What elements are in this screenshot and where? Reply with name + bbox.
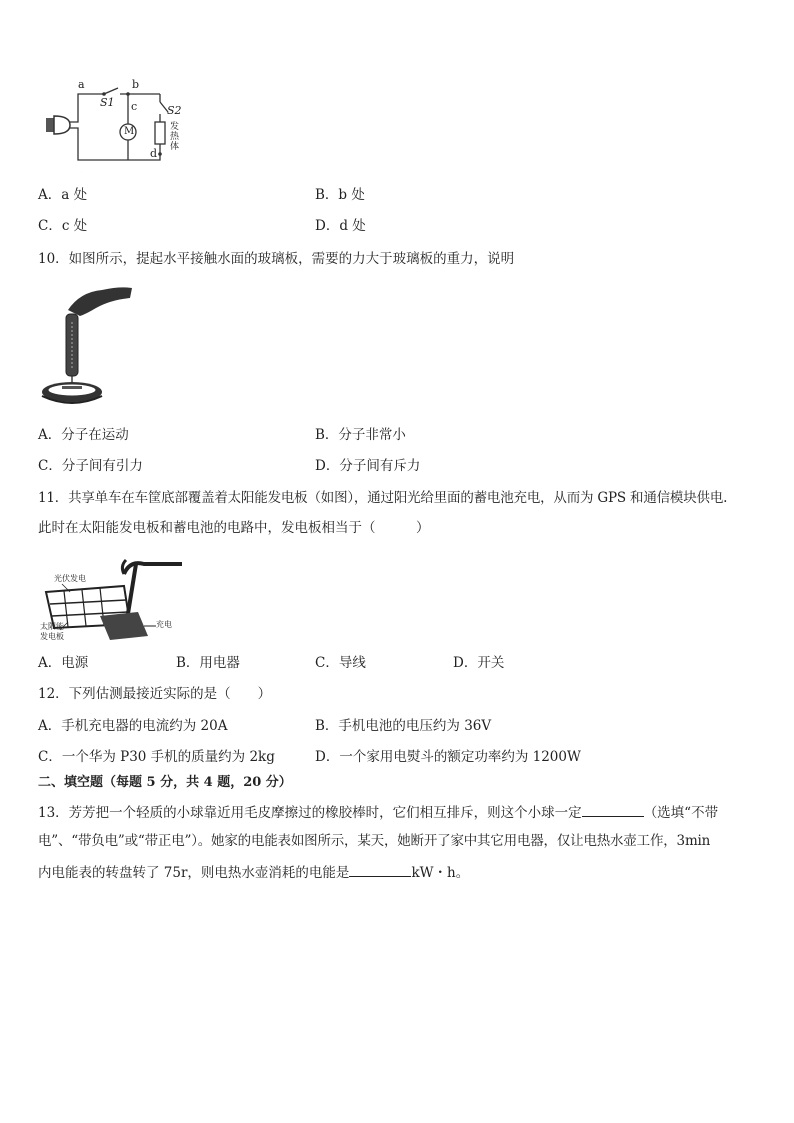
q12-stem: 12．下列估测最接近实际的是（ ） <box>38 686 272 702</box>
glass-plate-icon <box>62 386 82 389</box>
q11-stem-line1: 11．共享单车在车筐底部覆盖着太阳能发电板（如图），通过阳光给里面的蓄电池充电，从而为 GPS 和通信模块供电. <box>38 490 728 506</box>
label-panel-2: 发电板 <box>40 632 64 641</box>
label-a: a <box>78 78 85 91</box>
q9-option-a: A．a 处 <box>38 187 88 203</box>
q13-line1 <box>38 802 718 822</box>
heater-icon <box>155 122 165 144</box>
label-c: c <box>131 100 138 113</box>
q12-option-c: C．一个华为 P30 手机的质量约为 2kg <box>38 749 275 765</box>
plug-icon <box>46 118 54 132</box>
label-heater: 发热体 <box>170 122 180 152</box>
q13-line3-a: 内电能表的转盘转了 75r，则电热水壶消耗的电能是 <box>38 865 350 881</box>
q11-stem-line2: 此时在太阳能发电板和蓄电池的电路中，发电板相当于（ ） <box>38 520 430 536</box>
q11-option-a: A．电源 <box>38 655 89 671</box>
q10-option-c: C．分子间有引力 <box>38 458 143 474</box>
q13-line1-b: （选填“不带 <box>643 805 719 821</box>
circuit-diagram <box>40 82 190 174</box>
q11-bike-figure <box>40 556 185 644</box>
label-pv: 光伏发电 <box>54 574 86 583</box>
hand-icon <box>68 287 132 316</box>
label-s2: S2 <box>167 104 182 117</box>
solar-panel-icon <box>100 612 148 640</box>
q11-option-c: C．导线 <box>315 655 366 671</box>
q10-glass-plate-figure <box>40 282 140 410</box>
q10-option-d: D．分子间有斥力 <box>315 458 421 474</box>
q9-option-d: D．d 处 <box>315 218 366 234</box>
q11-option-b: B．用电器 <box>176 655 240 671</box>
q9-option-b: B．b 处 <box>315 187 365 203</box>
q9-option-c: C．c 处 <box>38 218 88 234</box>
q11-option-d: D．开关 <box>453 655 505 671</box>
section2-heading: 二、填空题（每题 5 分，共 4 题，20 分） <box>38 775 292 790</box>
label-motor: M <box>124 126 135 137</box>
q13-line3-b: kW・h。 <box>411 865 470 881</box>
label-d: d <box>150 147 158 160</box>
q13-blank-2[interactable] <box>349 862 411 877</box>
q10-stem: 10．如图所示，提起水平接触水面的玻璃板，需要的力大于玻璃板的重力，说明 <box>38 251 515 267</box>
q12-option-a: A．手机充电器的电流约为 20A <box>38 718 228 734</box>
q10-option-b: B．分子非常小 <box>315 427 406 443</box>
q9-circuit-figure <box>40 78 190 174</box>
q10-option-a: A．分子在运动 <box>38 427 129 443</box>
label-b: b <box>132 78 140 91</box>
q13-line2: 电”、“带负电”或“带正电”）。她家的电能表如图所示，某天，她断开了家中其它用电器，仅让电热水壶工作，3min <box>38 833 711 849</box>
label-panel-1: 太阳能 <box>40 622 64 631</box>
q12-option-d: D．一个家用电熨斗的额定功率约为 1200W <box>315 749 581 765</box>
q13-line3 <box>38 862 469 882</box>
q13-blank-1[interactable] <box>582 802 644 817</box>
q12-option-b: B．手机电池的电压约为 36V <box>315 718 492 734</box>
label-charge: 充电 <box>156 620 172 629</box>
glass-plate-diagram <box>40 282 140 410</box>
q13-line1-a: 13．芳芳把一个轻质的小球靠近用毛皮摩擦过的橡胶棒时，它们相互排斥，则这个小球一定 <box>38 805 582 821</box>
label-s1: S1 <box>100 96 115 109</box>
